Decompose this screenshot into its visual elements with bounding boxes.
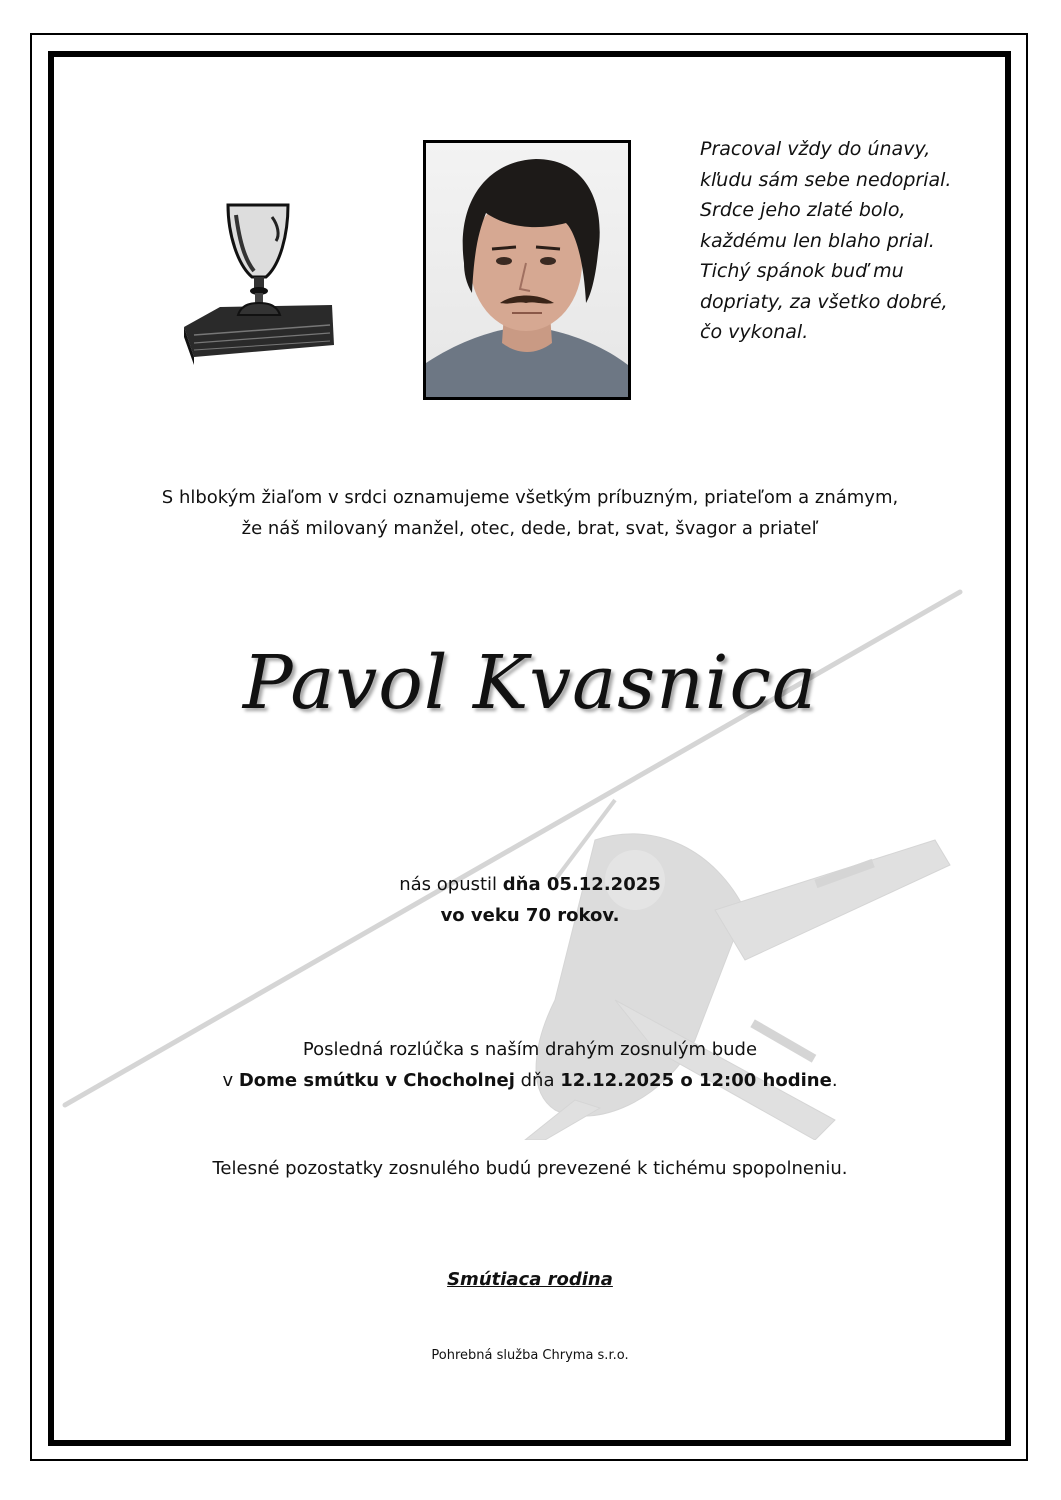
deceased-name: Pavol Kvasnica	[242, 640, 818, 726]
signature-text: Smútiaca rodina	[447, 1269, 613, 1290]
death-date: dňa 05.12.2025	[502, 874, 661, 895]
poem-line: Srdce jeho zlaté bolo,	[700, 199, 906, 221]
undertaker	[60, 1346, 1000, 1366]
signature	[60, 1264, 1000, 1295]
farewell-place: Dome smútku v Chocholnej	[238, 1070, 515, 1091]
intro-line-2: že náš milovaný manžel, otec, dede, brat, svat, švagor a priateľ	[241, 518, 819, 539]
portrait-photo	[423, 140, 631, 400]
farewell-info	[60, 1034, 1000, 1096]
poem-line: Pracoval vždy do únavy,	[700, 138, 931, 160]
portrait-icon	[426, 143, 628, 397]
announcement-intro	[60, 482, 1000, 544]
farewell-prefix: v	[222, 1070, 239, 1091]
death-prefix: nás opustil	[399, 874, 503, 895]
chalice-on-book-icon	[180, 195, 340, 365]
farewell-suffix: .	[831, 1070, 838, 1091]
poem	[700, 134, 1000, 348]
remains-note	[60, 1153, 1000, 1184]
death-age-line	[60, 900, 1000, 931]
farewell-middle: dňa	[514, 1070, 561, 1091]
undertaker-text: Pohrebná služba Chryma s.r.o.	[431, 1348, 629, 1363]
farewell-line-2	[60, 1065, 1000, 1096]
poem-line: čo vykonal.	[700, 321, 809, 343]
poem-line: kľudu sám sebe nedoprial.	[700, 168, 952, 191]
death-age: vo veku 70 rokov.	[440, 905, 620, 926]
poem-line: každému len blaho prial.	[700, 229, 935, 252]
farewell-datetime: 12.12.2025 o 12:00 hodine	[560, 1070, 832, 1091]
poem-line: dopriaty, za všetko dobré,	[700, 290, 948, 313]
intro-line-1: S hlbokým žiaľom v srdci oznamujeme všetkým príbuzným, priateľom a známym,	[161, 487, 899, 508]
remains-text: Telesné pozostatky zosnulého budú prevezené k tichému spopolneniu.	[212, 1158, 848, 1179]
death-info	[60, 869, 1000, 931]
poem-line: Tichý spánok buď mu	[700, 260, 904, 282]
death-date-line	[60, 869, 1000, 900]
farewell-line-1: Posledná rozlúčka s naším drahým zosnulým bude	[302, 1039, 758, 1060]
